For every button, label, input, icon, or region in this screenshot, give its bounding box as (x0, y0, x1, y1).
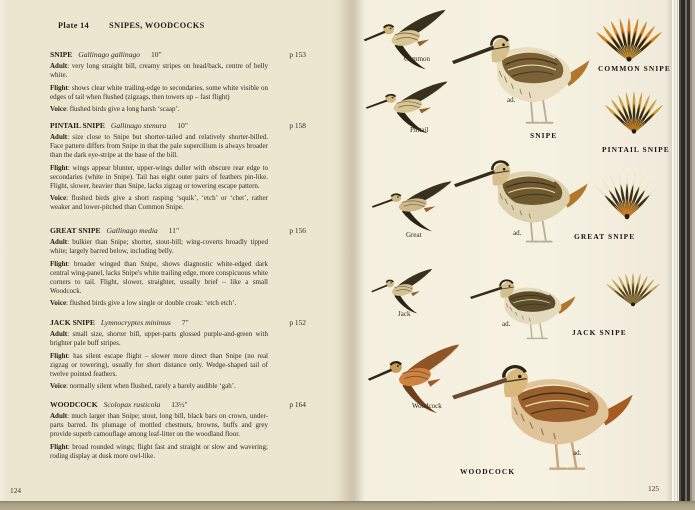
snipe-standing-illustration (452, 24, 598, 134)
flight-label: Flight (50, 351, 68, 360)
species-entry-snipe (50, 50, 306, 118)
adult-paragraph (50, 238, 268, 256)
adult-label: Adult (50, 238, 68, 246)
species-entry-woodcock (50, 400, 306, 464)
pintail-snipe-tail-fan-illustration (605, 80, 663, 136)
species-scientific-name: Gallinago stenura (110, 121, 167, 130)
left-page (0, 0, 352, 501)
voice-paragraph (50, 194, 268, 212)
flight-text: : wings appear blunter, upper-wings duller with obscure rear edge to secondaries (white in Snipe). Tail has eight outer pairs of feathers pin-like. Flight, slower, heavier than Snipe, lacks zigzag or towering escape pattern. (50, 163, 268, 190)
species-page-ref: p 156 (289, 226, 306, 235)
snipe-age-label: ad. (507, 96, 516, 104)
species-name: SNIPE (50, 50, 73, 59)
species-entry-great-snipe (50, 226, 306, 312)
adult-text: : small size, shorter bill, upper-parts glossed purple-and-green with brighter pale buff stripes. (50, 330, 268, 347)
species-heading (50, 400, 306, 409)
species-heading (50, 50, 306, 59)
voice-label: Voice (50, 382, 67, 390)
adult-paragraph (50, 412, 268, 439)
great-snipe-tail-fan-illustration (595, 156, 659, 222)
flight-paragraph (50, 164, 268, 191)
jack-snipe-flying-illustration (370, 266, 434, 314)
jack-snipe-plate-label: JACK SNIPE (572, 328, 627, 337)
voice-text: : normally silent when flushed, rarely a barely audible ‘gah’. (66, 382, 236, 390)
right-page-plate (352, 0, 672, 501)
voice-text: : flushed birds give a low single or double croak: ‘etch etch’. (66, 299, 237, 307)
species-scientific-name: Lymnocryptes minimus (100, 318, 171, 327)
species-scientific-name: Gallinago media (106, 226, 158, 235)
species-heading (50, 121, 306, 130)
adult-paragraph (50, 62, 268, 80)
woodcock-plate-label: WOODCOCK (460, 467, 516, 476)
voice-paragraph (50, 105, 268, 114)
species-page-ref: p 152 (289, 318, 306, 327)
voice-text: : flushed birds give a short rasping ‘squik’, ‘etch’ or ‘chet’, rather weaker and lower-pitched than Common Snipe. (50, 194, 268, 211)
great-snipe-age-label: ad. (513, 229, 522, 237)
adult-text: : very long straight bill, creamy stripes on head/back, centre of belly white. (50, 62, 268, 79)
pintail-snipe-flying-illustration (364, 78, 450, 134)
adult-label: Adult (50, 330, 68, 338)
flight-text: : has silent escape flight – slower more direct than Snipe (no real zigzag or towering), usually for short distance only. Wedge-shaped tail of twelve pointed feathers. (50, 351, 268, 378)
common-snipe-tail-fan-illustration (596, 6, 662, 64)
adult-paragraph (50, 133, 268, 160)
woodcock-age-label: ad. (573, 449, 582, 457)
flight-text: : shows clear white trailing-edge to secondaries, some white visible on edges of tail when flushed (zigzags, then towers up – fast flight) (50, 83, 268, 101)
left-page-number: 124 (10, 486, 22, 495)
plate-number: Plate 14 (58, 21, 90, 30)
woodcock-standing-illustration (452, 352, 644, 482)
adult-text: : much larger than Snipe; stout, long bill, black bars on crown, under-parts barred. Its plumage of mottled chestnuts, browns, buffs and grey provide superb camouflage among leaf-litter on the woodland floor. (50, 412, 268, 438)
species-size: 13½" (171, 400, 188, 409)
snipe-plate-label: SNIPE (530, 131, 558, 140)
species-entry-jack-snipe (50, 318, 306, 395)
jack-snipe-standing-illustration (470, 272, 582, 346)
species-heading (50, 226, 306, 235)
species-name: JACK SNIPE (50, 318, 95, 327)
species-page-ref: p 164 (289, 400, 306, 409)
flight-paragraph (50, 443, 268, 461)
species-scientific-name: Gallinago gallinago (78, 50, 141, 59)
pintail-snipe-tail-label: PINTAIL SNIPE (602, 145, 670, 154)
great-snipe-flying-caption: Great (406, 231, 422, 239)
great-snipe-flying-illustration (370, 178, 454, 232)
plate-title: SNIPES, WOODCOCKS (109, 21, 205, 30)
page-header (58, 21, 205, 30)
species-name: GREAT SNIPE (50, 226, 101, 235)
flight-paragraph (50, 84, 268, 102)
voice-paragraph (50, 382, 268, 391)
adult-label: Adult (50, 133, 68, 141)
adult-text: : bulkier than Snipe; shorter, stout-bill; wing-coverts broadly tipped white; largely barred below, including belly. (50, 238, 268, 255)
species-size: 11" (168, 226, 180, 235)
species-size: 10" (177, 121, 188, 130)
flight-paragraph (50, 260, 268, 296)
adult-paragraph (50, 330, 268, 348)
voice-paragraph (50, 299, 268, 308)
common-snipe-flying-caption: Common (404, 55, 431, 63)
flight-paragraph (50, 352, 268, 379)
species-entry-pintail-snipe (50, 121, 306, 216)
great-snipe-plate-label: GREAT SNIPE (574, 232, 636, 241)
voice-label: Voice (50, 299, 67, 307)
voice-label: Voice (50, 105, 67, 113)
jack-snipe-flying-caption: Jack (398, 310, 411, 318)
woodcock-flying-caption: Woodcock (412, 402, 442, 410)
jack-snipe-age-label: ad. (502, 320, 511, 328)
common-snipe-tail-label: COMMON SNIPE (598, 64, 671, 73)
species-size: 10" (151, 50, 162, 59)
book-bottom-edge (0, 501, 695, 510)
species-name: WOODCOCK (50, 400, 98, 409)
book-page-edges (672, 0, 695, 510)
right-page-number: 125 (648, 484, 660, 493)
adult-label: Adult (50, 62, 68, 70)
species-page-ref: p 158 (289, 121, 306, 130)
flight-label: Flight (50, 442, 68, 451)
flight-text: : broad rounded wings; flight fast and straight or slow and wavering; roding display at dusk more owl-like. (50, 442, 268, 460)
flight-text: : broader winged than Snipe, shows diagnostic white-edged dark central wing-panel, lacks Snipe's white trailing edge, more conspicuous white corners to tail. Flight, slower, straighter, usually brief – like a small Woodcock. (50, 259, 268, 295)
species-scientific-name: Scolopax rusticola (103, 400, 161, 409)
flight-label: Flight (50, 259, 68, 268)
flight-label: Flight (50, 163, 68, 172)
voice-label: Voice (50, 194, 67, 202)
flight-label: Flight (50, 83, 68, 92)
jack-snipe-tail-fan-illustration (606, 264, 660, 308)
adult-label: Adult (50, 412, 68, 420)
pintail-snipe-flying-caption: Pintail (410, 126, 429, 134)
species-heading (50, 318, 306, 327)
adult-text: : size close to Snipe but shorter-tailed and relatively shorter-billed. Face pattern differs from Snipe in that the pale supercilium is always broader than the dark eye-stripe at the base of the bill. (50, 133, 268, 159)
voice-text: : flushed birds give a long harsh ‘scaap’. (66, 105, 180, 113)
species-size: 7" (181, 318, 189, 327)
species-page-ref: p 153 (289, 50, 306, 59)
species-name: PINTAIL SNIPE (50, 121, 105, 130)
